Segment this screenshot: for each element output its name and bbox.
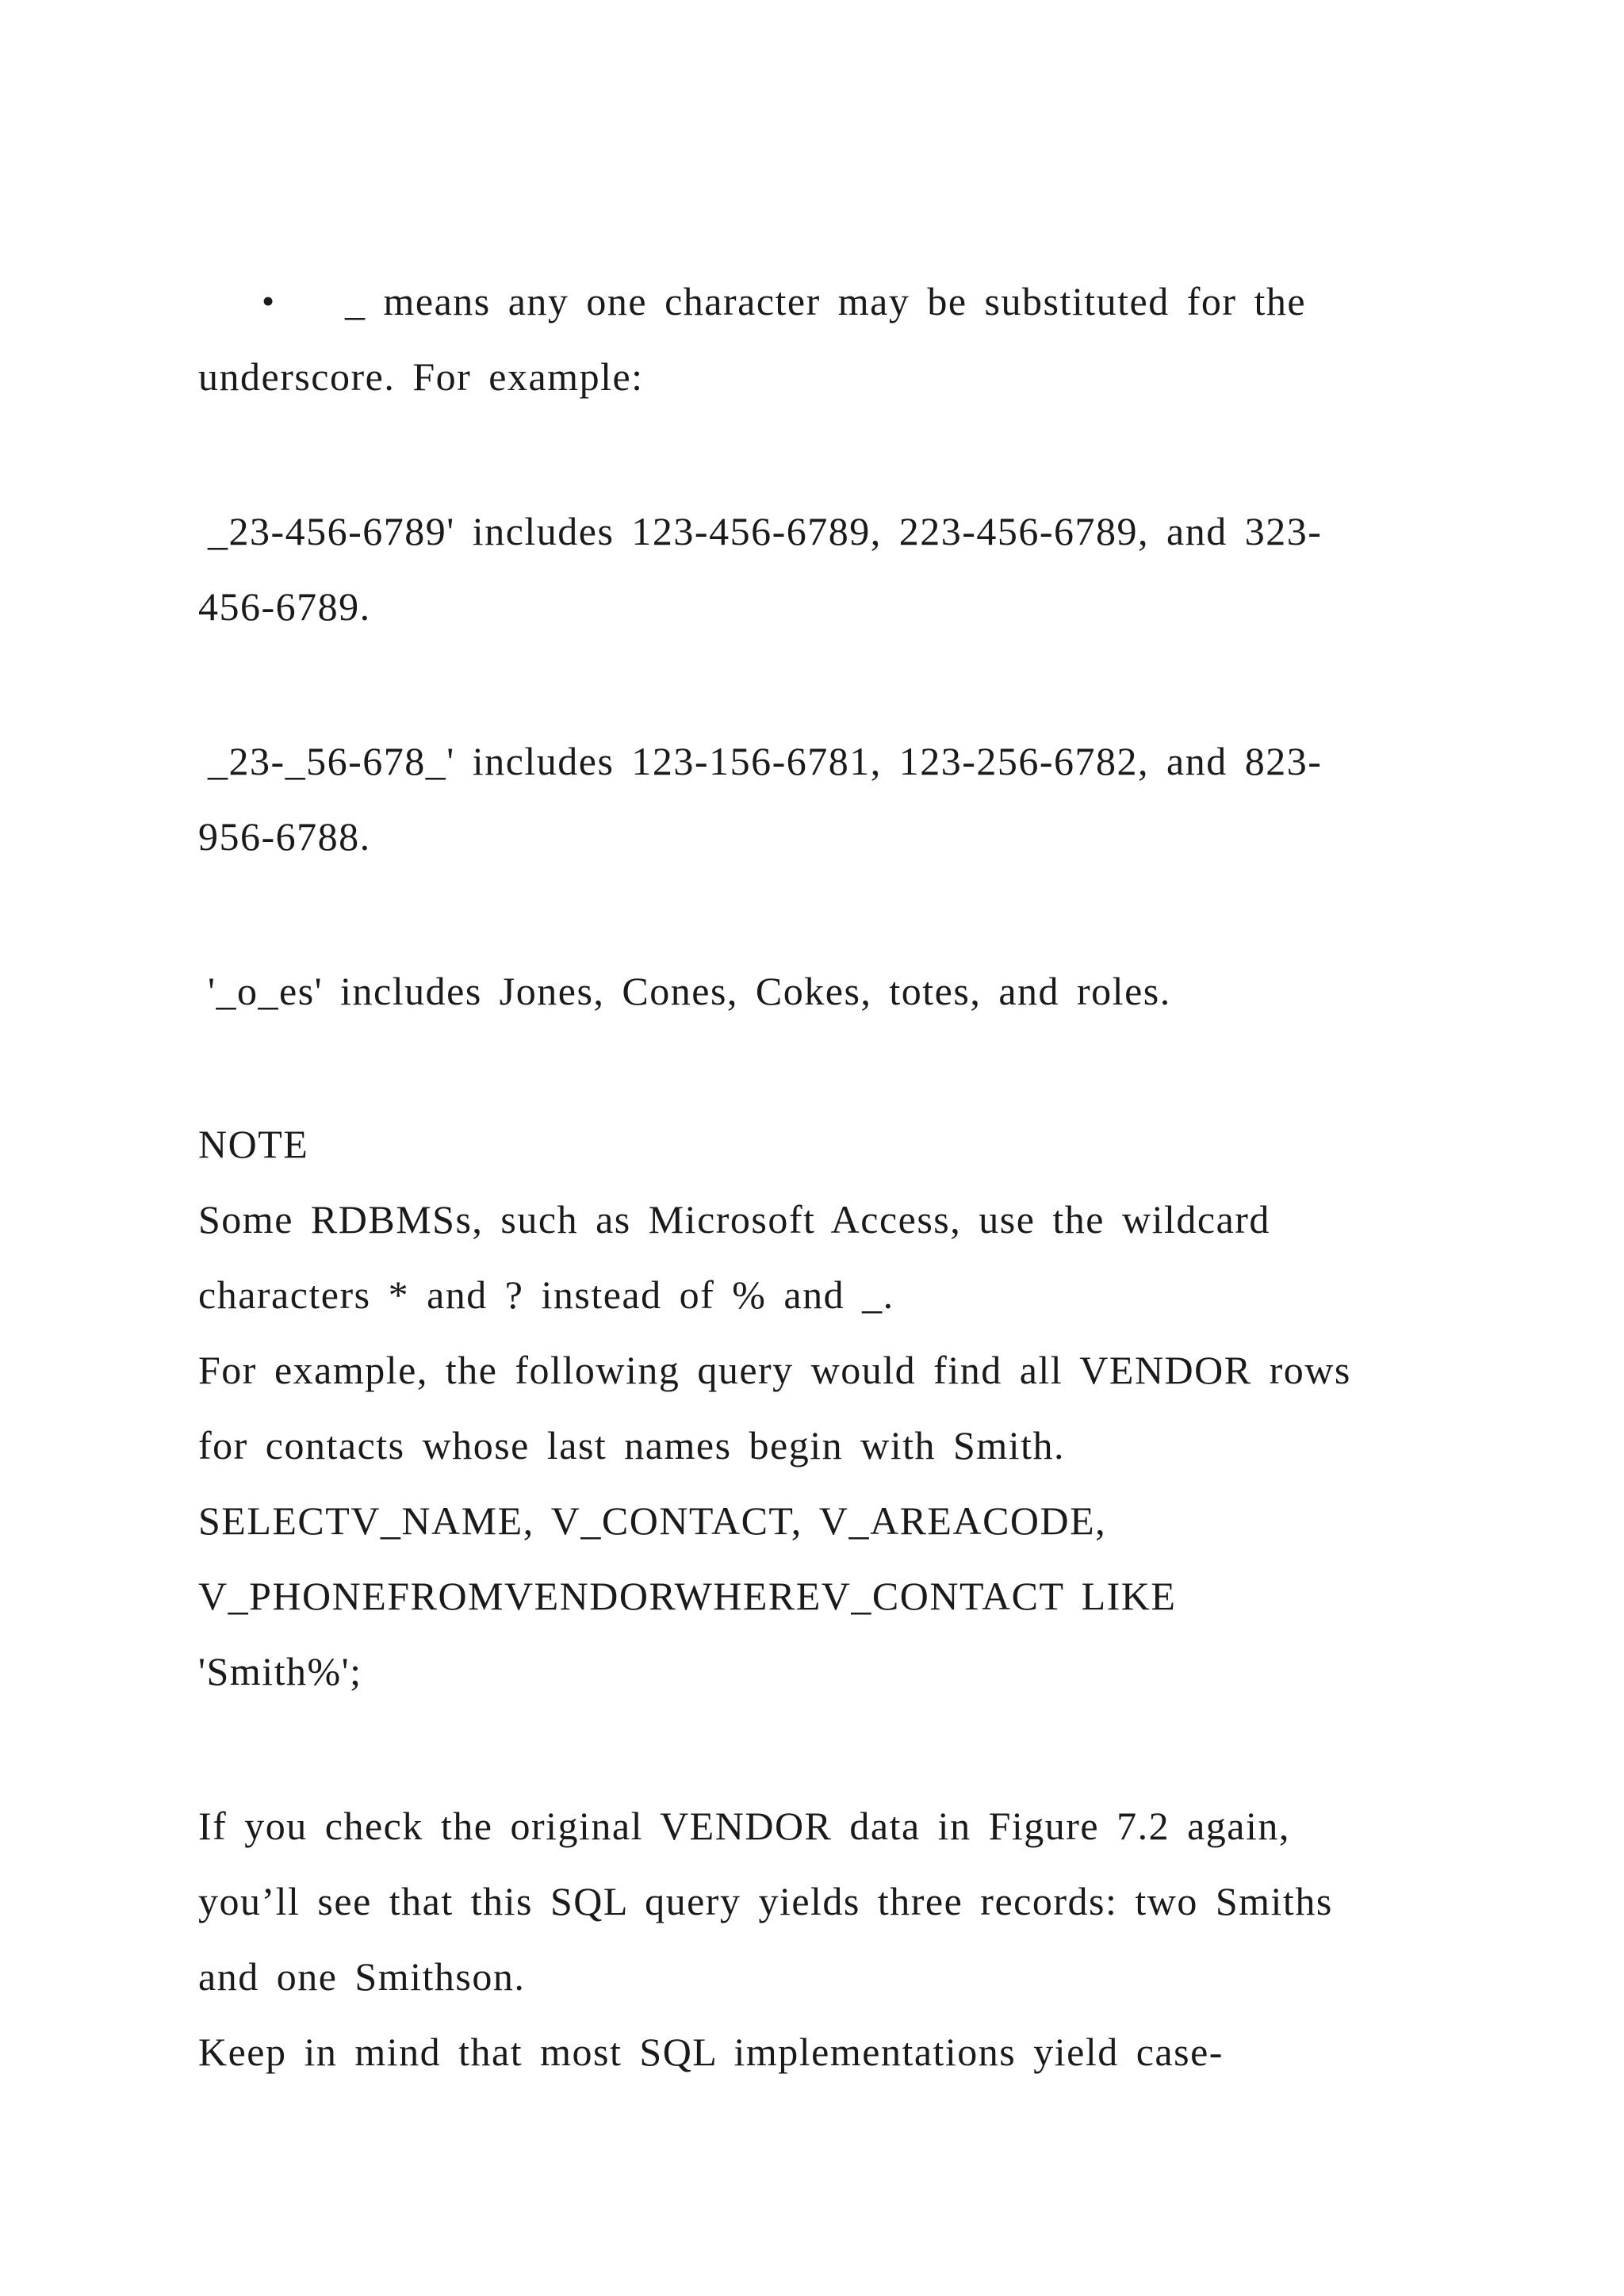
text-line: characters * and ? instead of % and _. <box>198 1272 894 1317</box>
sql-line: SELECTV_NAME, V_CONTACT, V_AREACODE, <box>198 1498 1107 1543</box>
text-line: _23-456-6789' includes 123-456-6789, 223-456-6789, and 323- <box>208 509 1323 553</box>
note-heading: NOTE <box>198 1122 309 1166</box>
text-line: Some RDBMSs, such as Microsoft Access, use the wildcard <box>198 1197 1270 1242</box>
bullet-icon: • <box>262 281 275 321</box>
text-line: 956-6788. <box>198 814 371 859</box>
text-line: Keep in mind that most SQL implementations yield case- <box>198 2030 1224 2074</box>
sql-line: 'Smith%'; <box>198 1649 362 1693</box>
text-line: for contacts whose last names begin with Smith. <box>198 1423 1066 1468</box>
text-line: If you check the original VENDOR data in Figure 7.2 again, <box>198 1804 1290 1848</box>
text-line: '_o_es' includes Jones, Cones, Cokes, totes, and roles. <box>208 969 1171 1013</box>
text-line: and one Smithson. <box>198 1954 526 1999</box>
text-line: you’ll see that this SQL query yields three records: two Smiths <box>198 1879 1333 1923</box>
text-line: _23-_56-678_' includes 123-156-6781, 123-256-6782, and 823- <box>208 739 1323 783</box>
text-line: underscore. For example: <box>198 354 644 399</box>
sql-line: V_PHONEFROMVENDORWHEREV_CONTACT LIKE <box>198 1574 1177 1618</box>
text-line: 456-6789. <box>198 584 371 629</box>
text-line: _ means any one character may be substituted for the <box>345 279 1307 323</box>
text-line: For example, the following query would find all VENDOR rows <box>198 1348 1351 1392</box>
